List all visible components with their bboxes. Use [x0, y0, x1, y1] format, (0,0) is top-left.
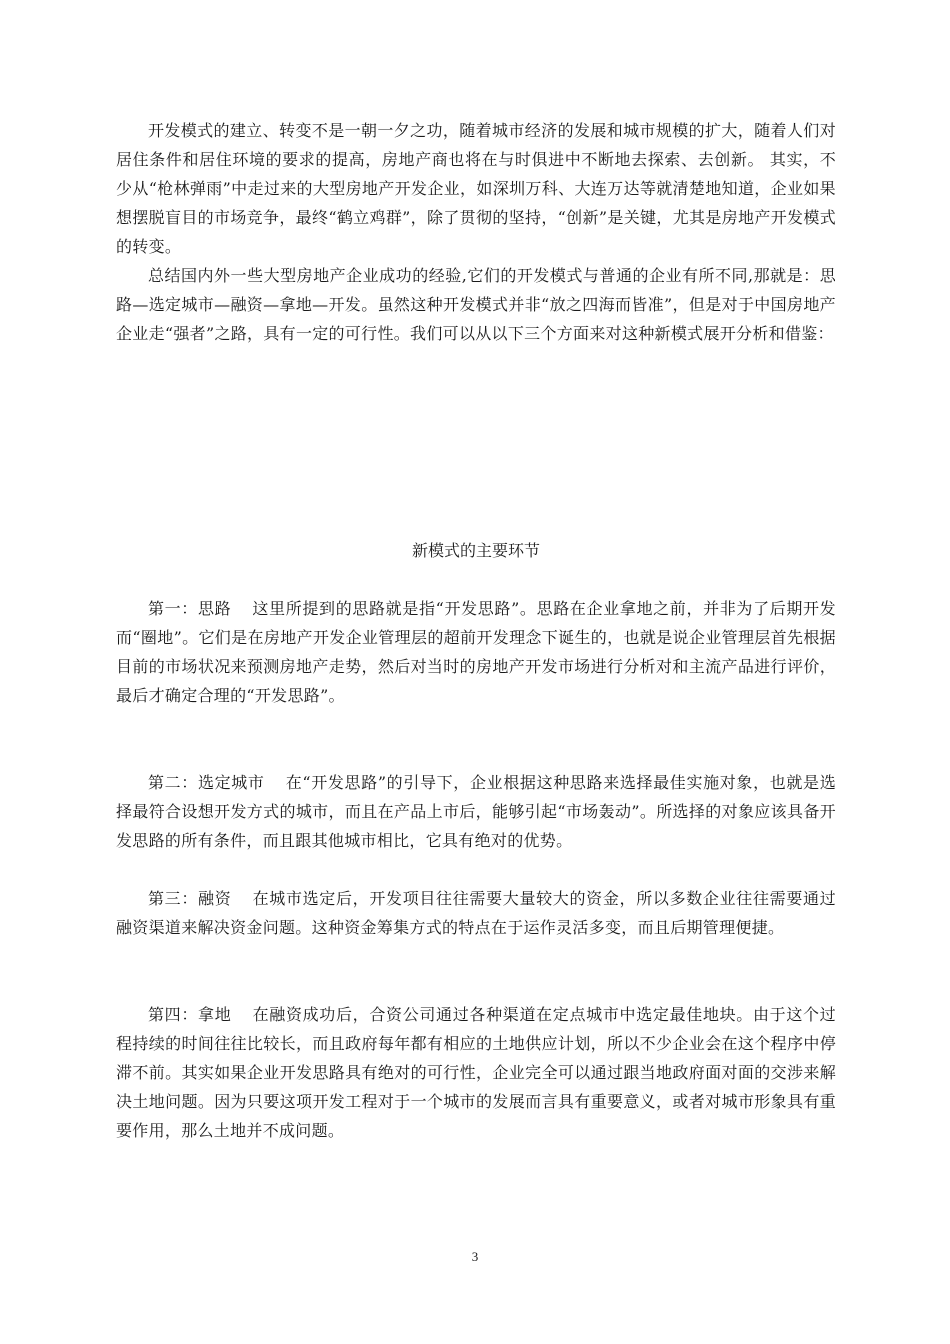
page-number: 3 — [471, 1249, 479, 1264]
section-step-4 — [116, 1000, 836, 1145]
section-step-1-text: 这里所提到的思路就是指“开发思路”。思路在企业拿地之前，并非为了后期开发而“圈地”。它们是在房地产开发企业管理层的超前开发理念下诞生的，也就是说企业管理层首先根据目前的市场状况来预测房地产走势，然后对当时的房地产开发市场进行分析对和主流产品进行评价，最后才确定合理的“开发思路”。 — [116, 599, 836, 705]
document-page — [116, 116, 837, 1140]
section-step-2 — [116, 768, 836, 855]
paragraph-summary-experience: 总结国内外一些大型房地产企业成功的经验,它们的开发模式与普通的企业有所不同,那就是：思路—选定城市—融资—拿地—开发。虽然这种开发模式并非“放之四海而皆准”，但是对于中国房地产企业走“强者”之路，具有一定的可行性。我们可以从以下三个方面来对这种新模式展开分析和借鉴： — [116, 266, 836, 343]
paragraph-development-model-transition: 开发模式的建立、转变不是一朝一夕之功，随着城市经济的发展和城市规模的扩大，随着人们对居住条件和居住环境的要求的提高，房地产商也将在与时俱进中不断地去探索、去创新。 其实，不少从“枪林弹雨”中走过来的大型房地产开发企业，如深圳万科、大连万达等就清楚地知道，企业如果想摆脱盲目的市场竞争，最终“鹤立鸡群”，除了贯彻的坚持，“创新”是关键，尤其是房地产开发模式的转变。 — [116, 121, 836, 256]
section-step-1-label: 第一：思路 — [148, 599, 232, 618]
section-step-4-text: 在融资成功后，合资公司通过各种渠道在定点城市中选定最佳地块。由于这个过程持续的时间往往比较长，而且政府每年都有相应的土地供应计划，所以不少企业会在这个程序中停滞不前。其实如果企业开发思路具有绝对的可行性，企业完全可以通过跟当地政府面对面的交涉来解决土地问题。因为只要这项开发工程对于一个城市的发展而言具有重要意义，或者对城市形象具有重要作用，那么土地并不成问题。 — [116, 1005, 836, 1140]
section-step-4-label: 第四：拿地 — [148, 1005, 232, 1024]
section-step-3 — [116, 884, 836, 942]
section-heading: 新模式的主要环节 — [411, 541, 540, 560]
section-step-3-text: 在城市选定后，开发项目往往需要大量较大的资金，所以多数企业往往需要通过融资渠道来解决资金问题。这种资金筹集方式的特点在于运作灵活多变，而且后期管理便捷。 — [116, 889, 836, 937]
section-step-1 — [116, 594, 836, 710]
section-step-3-label: 第三：融资 — [148, 889, 232, 908]
section-step-2-label: 第二：选定城市 — [148, 773, 265, 792]
section-step-2-text: 在“开发思路”的引导下，企业根据这种思路来选择最佳实施对象，也就是选择最符合设想开发方式的城市，而且在产品上市后，能够引起“市场轰动”。所选择的对象应该具备开发思路的所有条件，而且跟其他城市相比，它具有绝对的优势。 — [116, 773, 837, 850]
